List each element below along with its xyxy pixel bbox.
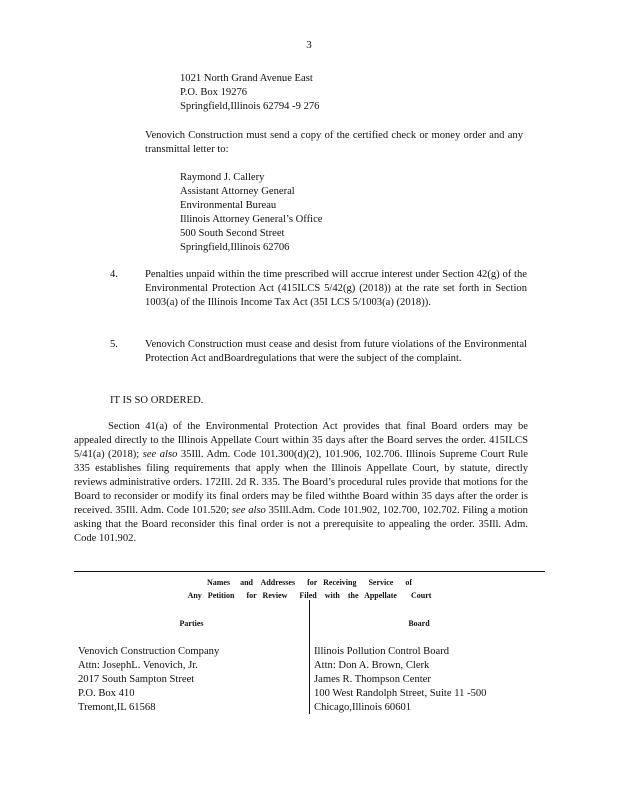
address-line: Springfield,Illinois 62794 -9 276 (180, 101, 320, 112)
see-also-signal: see also (142, 449, 178, 460)
address-line: P.O. Box 410 (78, 688, 135, 699)
address-line: Chicago,Illinois 60601 (314, 702, 412, 713)
appeal-text: 35Ill. Adm. Code 101.300(d)(2), 101.906, 102.706. Illinois Supreme Court Rule 335 establishes filing requirements that apply when the Illinois Appellate Court, by statute, directly reviews administrative orders. 172Ill. 2d R. 335. The Board’s procedural rules provide that motions for the Board to reconsider or modify its final orders may be filed withthe Board within 35 days after the order is received. 35Ill. Adm. Code 101.520; (74, 449, 529, 516)
attorney-general-address (180, 171, 323, 255)
heading-line: Names and Addresses for Receiving Service of (206, 578, 413, 587)
board-header: Board (408, 619, 430, 628)
address-line: Venovich Construction Company (78, 646, 220, 657)
address-line: Springfield,Illinois 62706 (180, 242, 290, 253)
address-line: 100 West Randolph Street, Suite 11 -500 (314, 688, 487, 699)
address-line: 1021 North Grand Avenue East (180, 73, 313, 84)
page-number: 3 (306, 39, 312, 51)
address-line: Assistant Attorney General (180, 186, 295, 197)
address-line: Tremont,IL 61568 (78, 702, 156, 713)
list-item-number: 5. (110, 339, 118, 350)
address-line: 2017 South Sampton Street (78, 674, 195, 685)
appeal-text: 35Ill.Adm. Code 101.902, 102.700, 102.702. Filing a motion asking that the Board reconsider this final order is not a prerequisite to appealing the order. 35Ill. Adm. Code 101.902. (74, 505, 528, 544)
address-line: Attn: JosephL. Venovich, Jr. (78, 660, 198, 671)
parties-address (78, 645, 219, 715)
service-table-heading (74, 576, 545, 602)
address-line: Illinois Attorney General’s Office (180, 214, 323, 225)
table-top-rule (74, 571, 545, 572)
list-item-text: Penalties unpaid within the time prescribed will accrue interest under Section 42(g) of the Environmental Protection Act (415ILCS 5/42(g) (2018)) at the rate set forth in Section 1003(a) of the Illinois Income Tax Act (35I LCS 5/1003(a) (2018)). (145, 269, 527, 308)
appeal-text: Section 41(a) of the Environmental Protection Act provides that final Board orders may be appealed directly to the Illinois Appellate Court within 35 days after the Board serves the order. 415ILCS 5/41(a) (2018); (74, 421, 528, 460)
see-also-signal: see also (231, 505, 266, 516)
address-line: Raymond J. Callery (180, 172, 265, 183)
appeal-paragraph (74, 420, 528, 546)
list-item-number: 4. (110, 269, 118, 280)
address-line: Environmental Bureau (180, 200, 277, 211)
address-line: 500 South Second Street (180, 228, 285, 239)
send-copy-instruction: Venovich Construction must send a copy of the certified check or money order and any transmittal letter to: (145, 130, 523, 155)
so-ordered: IT IS SO ORDERED. (110, 395, 204, 406)
payment-address (180, 72, 319, 114)
parties-header: Parties (179, 619, 204, 628)
address-line: James R. Thompson Center (314, 674, 431, 685)
list-item-text: Venovich Construction must cease and desist from future violations of the Environmental Protection Act andBoardregulations that were the subject of the complaint. (145, 339, 527, 364)
heading-line: Any Petition for Review Filed with the Appellate Court (187, 591, 432, 600)
address-line: Attn: Don A. Brown, Clerk (314, 660, 430, 671)
address-line: P.O. Box 19276 (180, 87, 248, 98)
board-address (314, 645, 486, 715)
address-line: Illinois Pollution Control Board (314, 646, 450, 657)
